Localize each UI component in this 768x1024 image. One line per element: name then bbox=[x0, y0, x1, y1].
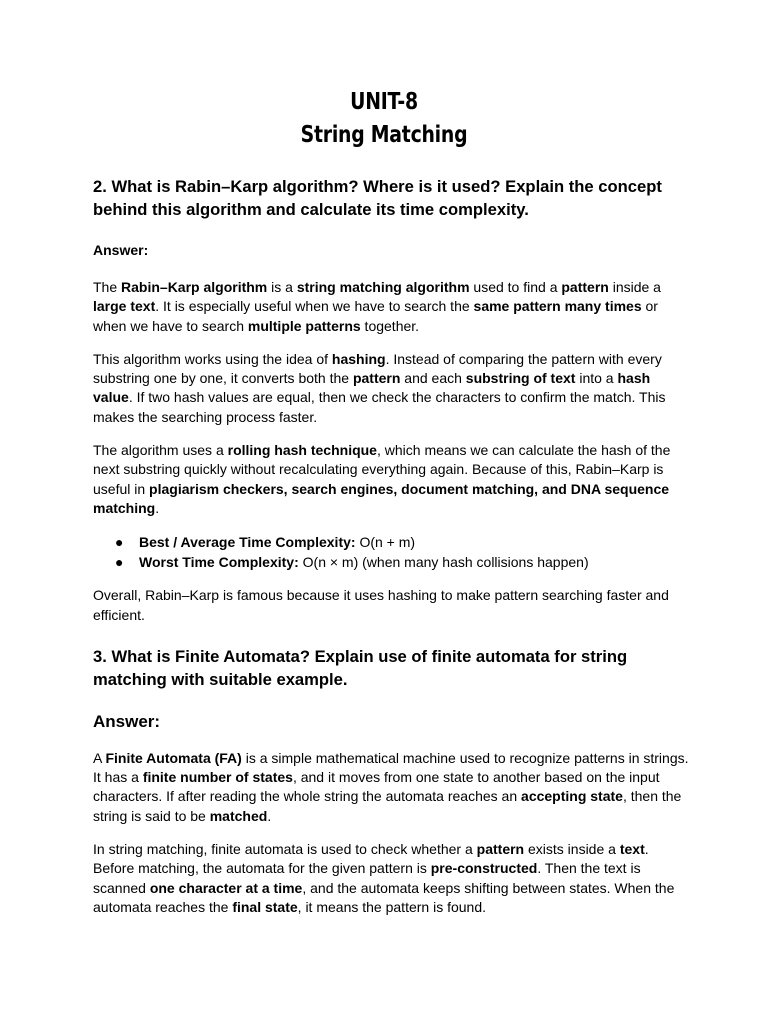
unit-title: UNIT-8 bbox=[350, 89, 418, 115]
bold-term: large text bbox=[93, 298, 156, 315]
bold-term: pattern bbox=[476, 841, 525, 858]
bold-term: final state bbox=[232, 898, 298, 915]
text-run: The bbox=[93, 279, 122, 295]
text-run: , then the string is said to be bbox=[93, 788, 682, 824]
text-run: . bbox=[155, 499, 160, 516]
q2-paragraph-3 bbox=[93, 441, 693, 518]
text-run: . Instead of comparing the pattern with every substring one by one, it converts both the bbox=[93, 350, 662, 387]
text-run: , and the automata keeps shifting between states. When the automata reaches the bbox=[93, 879, 675, 915]
list-item bbox=[115, 532, 693, 552]
text-run: exists inside a bbox=[524, 841, 620, 858]
text-run: , and it moves from one state to another based on the input characters. If after reading the whole string the automata reaches an bbox=[93, 769, 660, 805]
text-run: is a bbox=[267, 279, 297, 295]
text-run: into a bbox=[575, 370, 618, 387]
text-run: This algorithm works using the idea of bbox=[93, 350, 332, 367]
bullet-icon: ● bbox=[115, 554, 124, 571]
bold-term: rolling hash technique bbox=[227, 442, 377, 459]
text-run: , it means the pattern is found. bbox=[297, 898, 487, 915]
bullet-value: O(n + m) bbox=[355, 534, 416, 551]
bold-term: pattern bbox=[561, 279, 609, 295]
text-run: A bbox=[93, 749, 106, 766]
bullet-value: O(n × m) (when many hash collisions happen) bbox=[298, 554, 589, 571]
text-run: . Then the text is scanned bbox=[93, 860, 641, 896]
question-3-heading: 3. What is Finite Automata? Explain use of finite automata for string matching with suitable example. bbox=[93, 646, 628, 689]
bold-term: substring of text bbox=[465, 370, 576, 387]
bold-term: plagiarism checkers, search engines, document matching, and DNA sequence matching bbox=[93, 480, 670, 516]
text-run: . Before matching, the automata for the given pattern is bbox=[93, 841, 649, 877]
bold-term: one character at a time bbox=[149, 879, 303, 896]
answer-label-q3: Answer: bbox=[93, 711, 161, 731]
bold-term: matched bbox=[209, 807, 268, 824]
text-run: The algorithm uses a bbox=[93, 442, 228, 459]
text-run: . It is especially useful when we have to search the bbox=[155, 298, 474, 315]
bold-term: multiple patterns bbox=[247, 317, 361, 334]
text-run: . bbox=[267, 807, 272, 824]
page-title: String Matching bbox=[300, 122, 468, 148]
q3-paragraph-2 bbox=[93, 840, 693, 917]
text-run: or when we have to search bbox=[93, 298, 658, 334]
text-run: is a simple mathematical machine used to recognize patterns in strings. It has a bbox=[93, 749, 689, 786]
bullet-icon: ● bbox=[115, 534, 124, 551]
text-run: In string matching, finite automata is used to check whether a bbox=[93, 841, 477, 858]
bold-term: hash value bbox=[93, 370, 651, 406]
question-2-heading: 2. What is Rabin–Karp algorithm? Where is it used? Explain the concept behind this algorithm and calculate its time complexity. bbox=[93, 177, 662, 219]
bold-term: text bbox=[619, 841, 645, 858]
bold-term: Rabin–Karp algorithm bbox=[121, 279, 268, 295]
q2-paragraph-4: Overall, Rabin–Karp is famous because it uses hashing to make pattern searching faster and efficient. bbox=[93, 587, 669, 623]
answer-label-q2: Answer: bbox=[93, 242, 149, 258]
title-block bbox=[0, 86, 768, 152]
text-run: inside a bbox=[608, 279, 661, 295]
text-run: . If two hash values are equal, then we check the characters to confirm the match. This makes the searching process faster. bbox=[93, 389, 666, 425]
bold-term: finite number of states bbox=[142, 769, 293, 786]
bold-term: pattern bbox=[352, 370, 401, 387]
q3-paragraph-1 bbox=[93, 749, 693, 826]
text-run: and each bbox=[400, 370, 466, 387]
complexity-list bbox=[93, 532, 693, 572]
bold-term: hashing bbox=[331, 350, 386, 367]
document-body bbox=[93, 175, 693, 931]
q2-paragraph-1 bbox=[93, 278, 693, 336]
text-run: used to find a bbox=[469, 279, 562, 295]
text-run: , which means we can calculate the hash of the next substring quickly without recalculating everything again. Because of this, Rabin–Karp is useful in bbox=[93, 442, 671, 497]
bold-term: string matching algorithm bbox=[296, 279, 470, 295]
bullet-label: Worst Time Complexity: bbox=[139, 554, 299, 571]
bullet-label: Best / Average Time Complexity: bbox=[139, 534, 356, 551]
list-item bbox=[115, 552, 693, 572]
bold-term: same pattern many times bbox=[473, 298, 642, 315]
bold-term: Finite Automata (FA) bbox=[105, 749, 242, 766]
q2-paragraph-2 bbox=[93, 350, 693, 427]
bold-term: pre-constructed bbox=[430, 860, 538, 877]
bold-term: accepting state bbox=[521, 788, 623, 805]
text-run: together. bbox=[360, 317, 420, 334]
